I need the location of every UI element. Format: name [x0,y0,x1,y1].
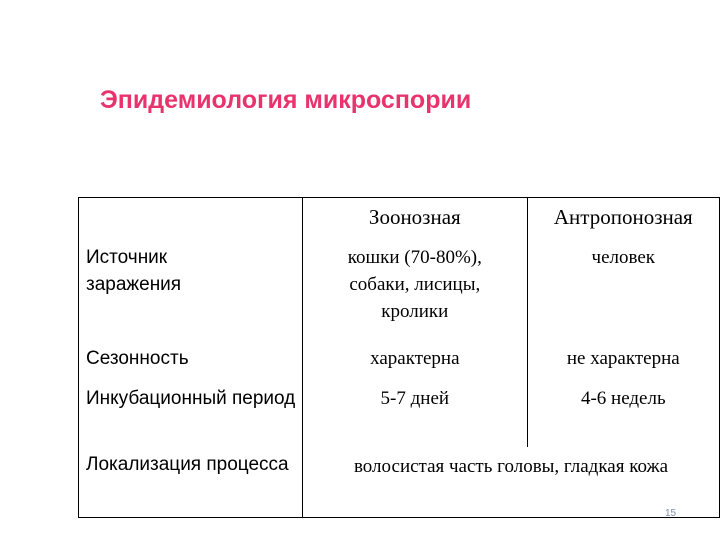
table-row [79,381,720,447]
row-label: Сезонность [79,339,303,381]
header-cell-anthroponotic: Антропонозная [527,198,719,241]
table-row [79,240,720,339]
row-label: Инкубационный период [79,381,303,447]
header-cell-empty [79,198,303,241]
cell-both-forms: волосистая часть головы, гладкая кожа [303,447,720,518]
cell-anthroponotic: человек [527,240,719,339]
table-header-row [79,198,720,241]
cell-anthroponotic: не характерна [527,339,719,381]
row-label: Локализация процесса [79,447,303,518]
header-cell-zoonotic: Зоонозная [303,198,528,241]
row-label: Источник заражения [79,240,303,339]
cell-anthroponotic: 4-6 недель [527,381,719,447]
table-row [79,339,720,381]
slide-title: Эпидемиология микроспории [100,86,472,114]
epidemiology-table [78,197,720,518]
cell-zoonotic: характерна [303,339,528,381]
page-number: 15 [665,508,677,519]
table-row [79,447,720,518]
cell-zoonotic: 5-7 дней [303,381,528,447]
cell-zoonotic: кошки (70-80%), собаки, лисицы, кролики [303,240,528,339]
